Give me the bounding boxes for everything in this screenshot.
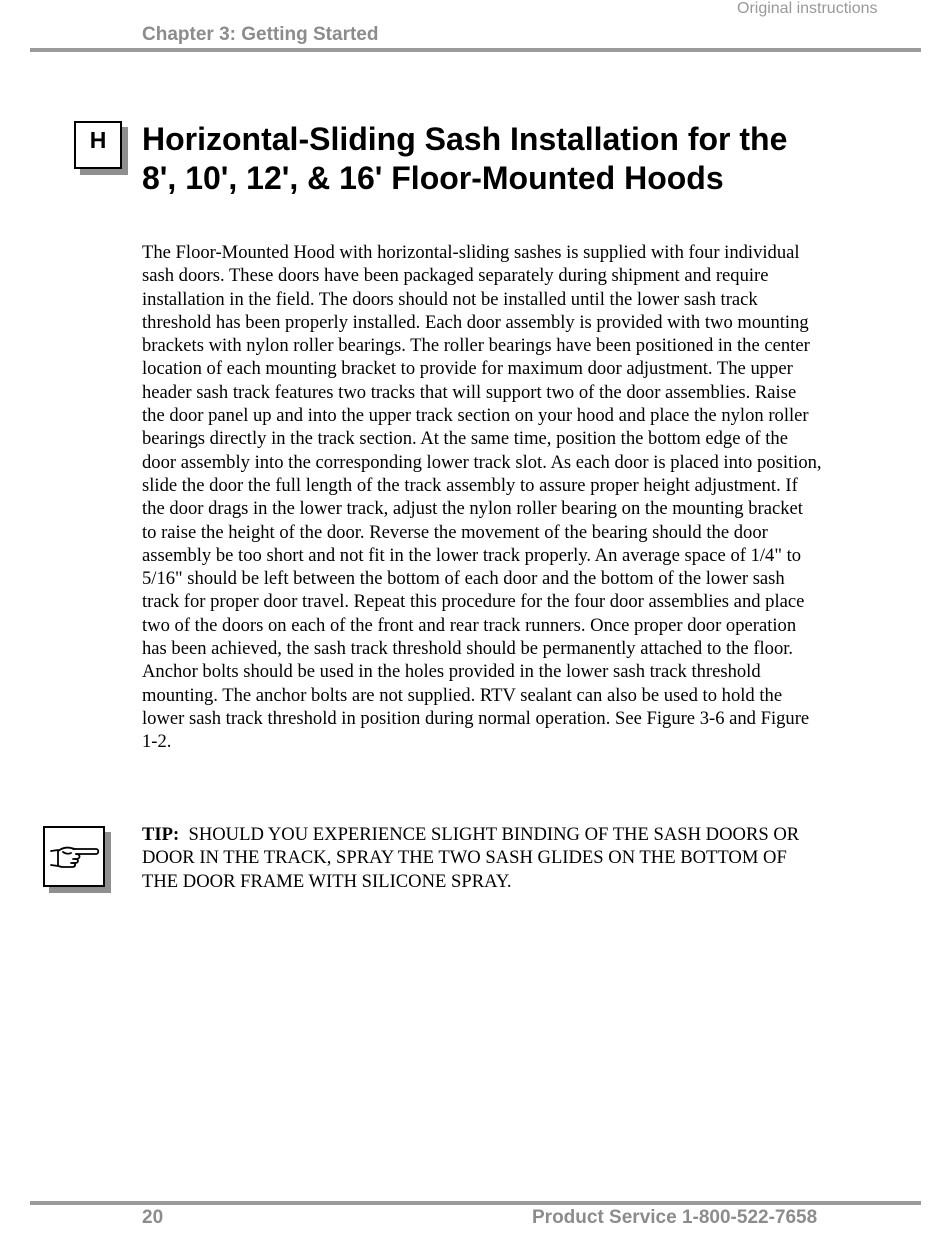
section-letter: H <box>89 127 107 153</box>
section-letter-box <box>74 121 122 169</box>
section-body: The Floor-Mounted Hood with horizontal-sliding sashes is supplied with four individual sash doors. These doors have been packaged separately during shipment and require installation in the field. The doors should not be installed until the lower sash track threshold has been properly installed. Each door assembly is provided with two mounting brackets with nylon roller bearings. The roller bearings have been positioned in the center location of each mounting bracket to provide for maximum door adjustment. The upper header sash track features two tracks that will support two of the door assemblies. Raise the door panel up and into the upper track section on your hood and place the nylon roller bearings directly in the track section. At the same time, position the bottom edge of the door assembly into the corresponding lower track slot. As each door is placed into position, slide the door the full length of the track assembly to assure proper height adjustment. If the door drags in the lower track, adjust the nylon roller bearing on the mounting bracket to raise the height of the door. Reverse the movement of the bearing should the door assembly be too short and not fit in the lower track properly. An average space of 1/4" to 5/16" should be left between the bottom of each door and the bottom of the lower sash track for proper door travel. Repeat this procedure for the four door assemblies and place two of the doors on each of the front and rear track runners. Once proper door operation has been achieved, the sash track threshold should be permanently attached to the floor. Anchor bolts should be used in the holes provided in the lower sash track threshold mounting. The anchor bolts are not supplied. RTV sealant can also be used to hold the lower sash track threshold in position during normal operation. See Figure 3-6 and Figure 1-2. <box>142 242 822 753</box>
tip-body: SHOULD YOU EXPERIENCE SLIGHT BINDING OF THE SASH DOORS OR DOOR IN THE TRACK, SPRAY THE TWO SASH GLIDES ON THE BOTTOM OF THE DOOR FRAME WITH SILICONE SPRAY. <box>142 824 800 892</box>
pointing-hand-icon <box>49 843 101 873</box>
bottom-rule <box>30 1201 921 1205</box>
corner-note: Original instructions <box>737 0 878 17</box>
tip-icon-box <box>43 826 105 887</box>
tip-label: TIP: <box>142 824 180 845</box>
footer-contact: Product Service 1-800-522-7658 <box>532 1207 818 1228</box>
chapter-header: Chapter 3: Getting Started <box>142 24 379 45</box>
page-number: 20 <box>142 1207 164 1228</box>
top-rule <box>30 48 921 52</box>
tip-text <box>142 823 822 893</box>
section-title: Horizontal-Sliding Sash Installation for the 8', 10', 12', & 16' Floor-Mounted Hoods <box>142 121 788 196</box>
